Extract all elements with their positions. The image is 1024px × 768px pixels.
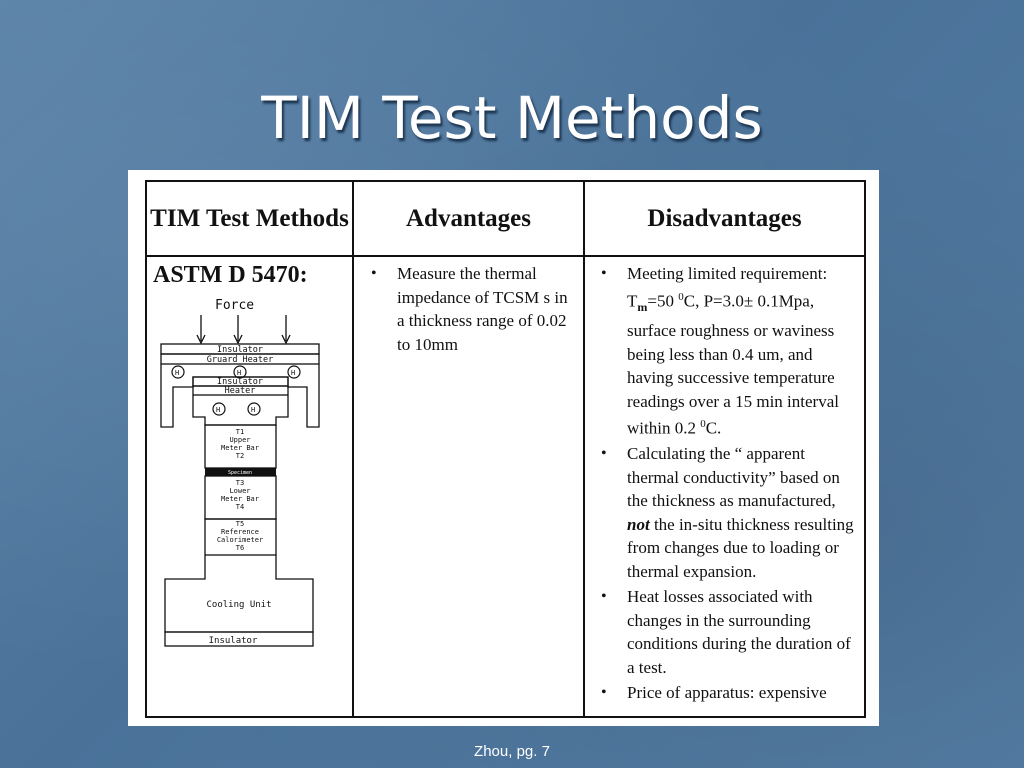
svg-text:H: H <box>216 406 221 414</box>
insulator-top-label: Insulator <box>216 345 264 355</box>
disadvantages-list <box>595 262 857 707</box>
insulator-mid-label: Insulator <box>216 377 264 387</box>
svg-text:T1: T1 <box>235 428 245 436</box>
column-divider <box>583 182 585 716</box>
disadvantage-item: • Price of apparatus: expensive <box>601 683 827 703</box>
header-method: TIM Test Methods <box>150 204 349 232</box>
force-arrows <box>197 315 290 343</box>
cooling-unit-label: Cooling Unit <box>206 600 272 610</box>
disadvantage-item: • Meeting limited requirement: $T_m=50$ $^0$C, P=3.0± 0.1Mpa, surface roughness or waviness being less than 0.4 um, and having successive temperature readings over a 15 min interval within 0.2 $^0$C. <box>601 264 839 438</box>
slide-title: TIM Test Methods <box>261 84 763 152</box>
svg-text:H: H <box>175 369 180 377</box>
svg-text:Upper: Upper <box>229 436 251 444</box>
svg-text:H: H <box>291 369 296 377</box>
specimen-label: Specimen <box>227 470 253 476</box>
advantages-list <box>365 262 570 358</box>
scanned-table-image <box>128 170 879 726</box>
slide-footer-citation: Zhou, pg. 7 <box>474 743 550 760</box>
svg-text:H: H <box>251 406 256 414</box>
advantage-item: • Measure the thermal impedance of TCSM s in a thickness range of 0.02 to 10mm <box>371 264 568 354</box>
svg-text:T3: T3 <box>235 479 245 487</box>
comparison-table <box>145 180 866 718</box>
svg-text:T5: T5 <box>235 520 245 528</box>
svg-text:Reference: Reference <box>221 528 259 536</box>
svg-text:Lower: Lower <box>229 487 251 495</box>
svg-text:H: H <box>237 369 242 377</box>
insulator-bottom-label: Insulator <box>208 636 258 646</box>
svg-text:T2: T2 <box>235 452 245 460</box>
header-disadvantages: Disadvantages <box>647 204 802 232</box>
test-apparatus-diagram <box>153 297 338 667</box>
header-advantages: Advantages <box>405 204 531 232</box>
guard-heater-label: Gruard Heater <box>206 355 274 365</box>
header-divider <box>147 255 864 257</box>
column-divider <box>352 182 354 716</box>
svg-text:T4: T4 <box>235 503 245 511</box>
disadvantage-item: • Calculating the “ apparent thermal conductivity” based on the thickness as manufactured, not the in-situ thickness resulting from changes due to loading or thermal expansion. <box>601 444 854 581</box>
svg-text:Meter Bar: Meter Bar <box>221 495 259 503</box>
svg-text:Meter Bar: Meter Bar <box>221 444 259 452</box>
svg-text:T6: T6 <box>235 544 245 552</box>
heater-label: Heater <box>224 386 256 396</box>
force-label: Force <box>215 298 255 313</box>
svg-text:Calorimeter: Calorimeter <box>216 536 264 544</box>
disadvantage-item: • Heat losses associated with changes in the surrounding conditions during the duration of a test. <box>601 587 851 677</box>
method-name: ASTM D 5470: <box>153 262 308 288</box>
